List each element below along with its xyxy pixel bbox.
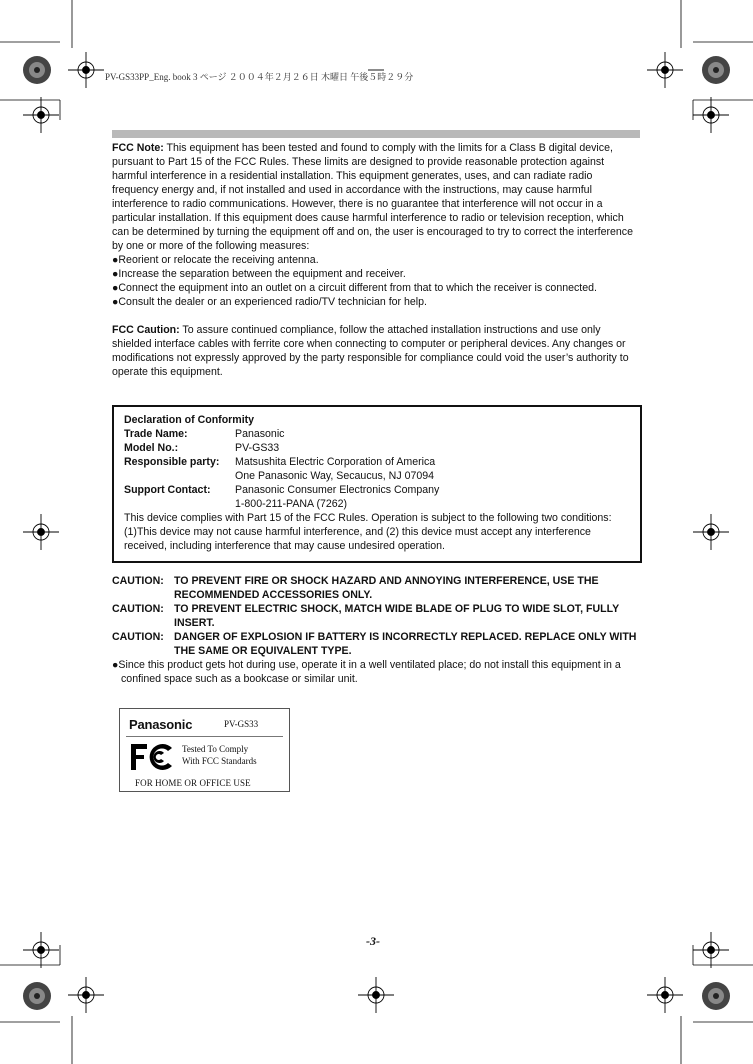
label-tested-line1: Tested To Comply bbox=[182, 744, 249, 754]
support-label: Support Contact: bbox=[124, 484, 211, 496]
trade-name-value: Panasonic bbox=[235, 428, 285, 440]
fcc-note-bullet: ●Consult the dealer or an experienced radio/TV technician for help. bbox=[112, 296, 427, 308]
brand-logo: Panasonic bbox=[129, 717, 193, 732]
page-number: -3- bbox=[366, 934, 380, 948]
declaration-of-conformity bbox=[112, 405, 642, 563]
fcc-caution bbox=[112, 323, 640, 379]
model-value: PV-GS33 bbox=[235, 442, 280, 454]
fcc-note-bullet: ●Connect the equipment into an outlet on a circuit different from that to which the receiver is connected. bbox=[112, 282, 597, 294]
label-model: PV-GS33 bbox=[224, 719, 259, 729]
fcc-note-label: FCC Note: bbox=[112, 142, 164, 154]
fcc-caution-label: FCC Caution: bbox=[112, 324, 180, 336]
label-divider bbox=[126, 736, 283, 737]
fcc-note-bullet: ●Reorient or relocate the receiving antenna. bbox=[112, 254, 319, 266]
caution-item: CAUTION: TO PREVENT ELECTRIC SHOCK, MATCH WIDE BLADE OF PLUG TO WIDE SLOT, FULLY INSERT. bbox=[112, 603, 619, 629]
party-address: One Panasonic Way, Secaucus, NJ 07094 bbox=[235, 470, 435, 482]
fcc-content bbox=[112, 141, 640, 379]
heat-note: ●Since this product gets hot during use, operate it in a well ventilated place; do not install this equipment in a confined space such as a bookcase or similar unit. bbox=[112, 659, 621, 685]
section-bar bbox=[112, 130, 640, 138]
party-label: Responsible party: bbox=[124, 456, 220, 468]
print-header: PV-GS33PP_Eng. book 3 ページ ２００４年２月２６日 木曜日 午後５時２９分 bbox=[105, 72, 414, 82]
declaration-title: Declaration of Conformity bbox=[124, 414, 255, 426]
fcc-note bbox=[112, 141, 640, 253]
label-footer: FOR HOME OR OFFICE USE bbox=[135, 778, 251, 788]
support-value: Panasonic Consumer Electronics Company bbox=[235, 484, 440, 496]
fcc-note-bullet: ●Increase the separation between the equipment and receiver. bbox=[112, 268, 406, 280]
label-tested-line2: With FCC Standards bbox=[182, 756, 257, 766]
support-phone: 1-800-211-PANA (7262) bbox=[235, 498, 348, 510]
trade-name-label: Trade Name: bbox=[124, 428, 188, 440]
fcc-caution-text: To assure continued compliance, follow the attached installation instructions and use only shielded interface cables with ferrite core when connecting to computer or peripheral devices. Any changes or modifications not expressly approved by the party responsible for compliance could void the user’s authority to operate this equipment. bbox=[112, 324, 629, 378]
model-label: Model No.: bbox=[124, 442, 179, 454]
cautions bbox=[112, 574, 647, 686]
caution-item: CAUTION: TO PREVENT FIRE OR SHOCK HAZARD AND ANNOYING INTERFERENCE, USE THE RECOMMENDED ACCESSORIES ONLY. bbox=[112, 575, 599, 601]
fcc-note-text: This equipment has been tested and found to comply with the limits for a Class B digital device, pursuant to Part 15 of the FCC Rules. These limits are designed to provide reasonable protection against harmful interference in a residential installation. This equipment generates, uses, and can radiate radio frequency energy and, if not installed and used in accordance with the instructions, may cause harmful interference to radio communications. However, there is no guarantee that interference will not occur in a particular installation. If this equipment does cause harmful interference to radio or television reception, which can be determined by turning the equipment off and on, the user is encouraged to try to correct the interference by one or more of the following measures: bbox=[112, 142, 633, 252]
caution-item: CAUTION: DANGER OF EXPLOSION IF BATTERY IS INCORRECTLY REPLACED. REPLACE ONLY WITH THE SAME OR EQUIVALENT TYPE. bbox=[112, 631, 637, 657]
party-value: Matsushita Electric Corporation of America bbox=[235, 456, 436, 468]
fcc-logo-icon bbox=[130, 742, 174, 772]
declaration-statement: This device complies with Part 15 of the FCC Rules. Operation is subject to the following two conditions: (1)This device may not cause harmful interference, and (2) this device must accept any interference received, including interference that may cause undesired operation. bbox=[124, 512, 612, 552]
fcc-compliance-label bbox=[119, 708, 290, 792]
